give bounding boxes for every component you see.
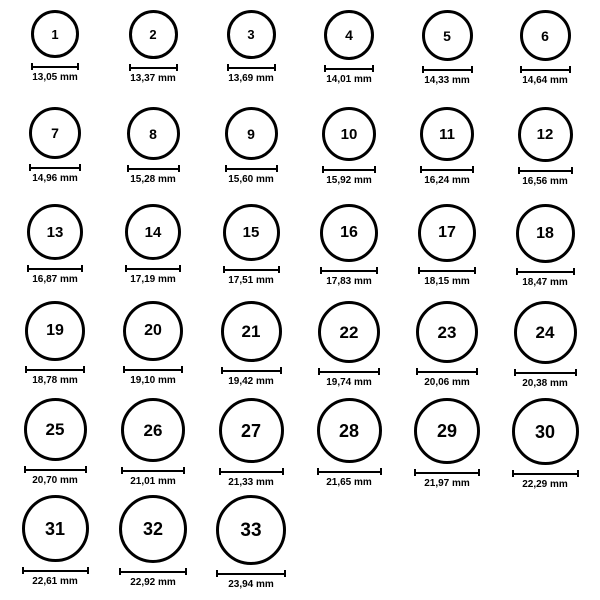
dimension-caliper-icon: [25, 366, 85, 373]
ring-size-cell[interactable]: [104, 495, 202, 592]
dimension-caliper-icon: [324, 65, 374, 72]
dimension-caliper-icon: [127, 165, 180, 172]
ring-circle: [29, 107, 81, 159]
ring-circle: [518, 107, 573, 162]
ring-diameter-label: 18,78 mm: [32, 375, 78, 386]
ring-size-cell[interactable]: [104, 301, 202, 398]
ring-size-number: 5: [443, 27, 451, 44]
ring-diameter-label: 19,74 mm: [326, 377, 372, 388]
ring-size-cell[interactable]: [6, 107, 104, 204]
ring-size-number: 12: [536, 126, 554, 143]
ring-dimension: [221, 367, 282, 387]
ring-dimension: [318, 368, 380, 388]
ring-dimension: [223, 266, 280, 286]
ring-size-cell[interactable]: [202, 10, 300, 107]
ring-circle: [123, 301, 183, 361]
ring-dimension: [127, 165, 180, 185]
ring-size-cell[interactable]: [6, 10, 104, 107]
ring-size-number: 25: [45, 420, 65, 439]
ring-diameter-label: 23,94 mm: [228, 579, 274, 590]
ring-dimension: [121, 467, 185, 487]
ring-dimension: [520, 66, 571, 86]
ring-circle: [514, 301, 577, 364]
ring-circle: [320, 204, 378, 262]
ring-diameter-label: 13,69 mm: [228, 73, 274, 84]
dimension-caliper-icon: [22, 567, 89, 574]
ring-dimension: [225, 165, 278, 185]
dimension-caliper-icon: [119, 568, 187, 575]
ring-size-number: 19: [46, 322, 64, 339]
ring-size-cell[interactable]: [104, 204, 202, 301]
ring-circle: [418, 204, 476, 262]
dimension-caliper-icon: [123, 366, 183, 373]
ring-size-number: 24: [535, 323, 555, 342]
ring-circle: [318, 301, 380, 363]
ring-size-number: 27: [240, 420, 262, 441]
ring-size-number: 33: [240, 519, 262, 541]
ring-size-number: 18: [536, 224, 554, 242]
ring-dimension: [420, 166, 474, 186]
ring-diameter-label: 22,29 mm: [522, 479, 568, 490]
ring-size-cell[interactable]: [496, 10, 594, 107]
ring-diameter-label: 22,92 mm: [130, 577, 176, 588]
ring-diameter-label: 22,61 mm: [32, 576, 78, 587]
dimension-caliper-icon: [125, 265, 181, 272]
ring-diameter-label: 21,33 mm: [228, 477, 274, 488]
ring-size-cell[interactable]: [398, 204, 496, 301]
ring-size-cell[interactable]: [6, 495, 104, 592]
ring-dimension: [514, 369, 577, 389]
dimension-caliper-icon: [129, 64, 178, 71]
ring-size-cell[interactable]: [104, 107, 202, 204]
ring-circle: [225, 107, 278, 160]
ring-size-cell[interactable]: [398, 398, 496, 495]
ring-size-number: 20: [144, 322, 162, 339]
ring-size-cell[interactable]: [6, 301, 104, 398]
ring-size-number: 28: [338, 420, 360, 441]
dimension-caliper-icon: [29, 164, 81, 171]
ring-dimension: [227, 64, 276, 84]
ring-circle: [416, 301, 478, 363]
ring-circle: [119, 495, 187, 563]
ring-dimension: [324, 65, 374, 85]
ring-dimension: [25, 366, 85, 386]
ring-diameter-label: 13,37 mm: [130, 73, 176, 84]
ring-diameter-label: 14,33 mm: [424, 75, 470, 86]
ring-circle: [322, 107, 376, 161]
dimension-caliper-icon: [520, 66, 571, 73]
ring-size-cell[interactable]: [300, 398, 398, 495]
dimension-caliper-icon: [422, 66, 473, 73]
ring-size-number: 14: [144, 223, 162, 241]
ring-dimension: [322, 166, 376, 186]
ring-size-number: 10: [340, 125, 358, 143]
ring-circle: [422, 10, 473, 61]
ring-size-number: 7: [51, 125, 59, 141]
ring-circle: [324, 10, 374, 60]
dimension-caliper-icon: [223, 266, 280, 273]
ring-dimension: [22, 567, 89, 587]
ring-dimension: [29, 164, 81, 184]
ring-diameter-label: 18,47 mm: [522, 277, 568, 288]
ring-circle: [219, 398, 284, 463]
ring-size-number: 13: [46, 223, 64, 241]
ring-diameter-label: 14,64 mm: [522, 75, 568, 86]
ring-circle: [216, 495, 286, 565]
ring-diameter-label: 21,65 mm: [326, 477, 372, 488]
ring-size-number: 8: [149, 125, 157, 142]
dimension-caliper-icon: [227, 64, 276, 71]
ring-size-cell[interactable]: [300, 10, 398, 107]
ring-diameter-label: 20,38 mm: [522, 378, 568, 389]
ring-dimension: [123, 366, 183, 386]
dimension-caliper-icon: [322, 166, 376, 173]
ring-circle: [221, 301, 282, 362]
ring-dimension: [125, 265, 181, 285]
ring-diameter-label: 19,42 mm: [228, 376, 274, 387]
ring-diameter-label: 15,92 mm: [326, 175, 372, 186]
ring-size-number: 32: [142, 519, 164, 539]
dimension-caliper-icon: [416, 368, 478, 375]
ring-size-number: 1: [51, 26, 59, 42]
dimension-caliper-icon: [27, 265, 83, 272]
ring-size-number: 16: [340, 224, 358, 241]
ring-size-number: 6: [541, 27, 549, 44]
dimension-caliper-icon: [418, 267, 476, 274]
dimension-caliper-icon: [221, 367, 282, 374]
dimension-caliper-icon: [514, 369, 577, 376]
dimension-caliper-icon: [320, 267, 378, 274]
dimension-caliper-icon: [516, 268, 575, 275]
ring-circle: [414, 398, 480, 464]
ring-circle: [24, 398, 87, 461]
ring-diameter-label: 14,96 mm: [32, 173, 78, 184]
ring-size-cell[interactable]: [398, 10, 496, 107]
ring-size-cell[interactable]: [202, 204, 300, 301]
ring-circle: [25, 301, 85, 361]
ring-diameter-label: 17,51 mm: [228, 275, 274, 286]
ring-diameter-label: 14,01 mm: [326, 74, 372, 85]
ring-dimension: [317, 468, 382, 488]
ring-dimension: [414, 469, 480, 489]
dimension-caliper-icon: [24, 466, 87, 473]
ring-dimension: [512, 470, 579, 490]
ring-size-number: 30: [534, 421, 556, 442]
ring-size-cell[interactable]: [300, 107, 398, 204]
dimension-caliper-icon: [512, 470, 579, 477]
ring-size-cell[interactable]: [300, 301, 398, 398]
ring-dimension: [418, 267, 476, 287]
ring-size-cell[interactable]: [202, 301, 300, 398]
ring-dimension: [216, 570, 286, 590]
dimension-caliper-icon: [121, 467, 185, 474]
ring-dimension: [416, 368, 478, 388]
ring-circle: [27, 204, 83, 260]
ring-size-cell[interactable]: [398, 301, 496, 398]
ring-diameter-label: 16,56 mm: [522, 176, 568, 187]
ring-size-number: 2: [149, 27, 157, 42]
ring-size-grid: [6, 10, 594, 592]
ring-diameter-label: 18,15 mm: [424, 276, 470, 287]
ring-dimension: [129, 64, 178, 84]
ring-size-number: 15: [242, 224, 260, 241]
ring-diameter-label: 20,06 mm: [424, 377, 470, 388]
ring-diameter-label: 13,05 mm: [32, 72, 78, 83]
ring-size-cell[interactable]: [202, 107, 300, 204]
ring-size-number: 22: [339, 322, 359, 342]
ring-circle: [516, 204, 575, 263]
ring-dimension: [219, 468, 284, 488]
ring-size-cell[interactable]: [300, 204, 398, 301]
ring-dimension: [31, 63, 79, 83]
dimension-caliper-icon: [414, 469, 480, 476]
dimension-caliper-icon: [420, 166, 474, 173]
dimension-caliper-icon: [518, 167, 573, 174]
dimension-caliper-icon: [219, 468, 284, 475]
ring-size-cell[interactable]: [6, 398, 104, 495]
ring-size-number: 29: [436, 421, 458, 441]
ring-size-number: 9: [247, 125, 255, 142]
ring-diameter-label: 21,97 mm: [424, 478, 470, 489]
ring-size-cell[interactable]: [104, 398, 202, 495]
ring-diameter-label: 21,01 mm: [130, 476, 176, 487]
ring-diameter-label: 17,19 mm: [130, 274, 176, 285]
ring-size-cell[interactable]: [496, 398, 594, 495]
ring-size-cell[interactable]: [496, 204, 594, 301]
ring-circle: [121, 398, 185, 462]
dimension-caliper-icon: [216, 570, 286, 577]
ring-diameter-label: 15,60 mm: [228, 174, 274, 185]
ring-circle: [223, 204, 280, 261]
ring-size-cell[interactable]: [398, 107, 496, 204]
ring-diameter-label: 17,83 mm: [326, 276, 372, 287]
ring-circle: [31, 10, 79, 58]
ring-circle: [512, 398, 579, 465]
ring-dimension: [518, 167, 573, 187]
ring-diameter-label: 16,87 mm: [32, 274, 78, 285]
ring-size-number: 31: [44, 518, 66, 539]
dimension-caliper-icon: [317, 468, 382, 475]
ring-size-number: 3: [247, 27, 255, 42]
ring-circle: [520, 10, 571, 61]
ring-size-number: 23: [437, 322, 457, 342]
ring-size-cell[interactable]: [496, 107, 594, 204]
ring-size-number: 26: [143, 420, 163, 440]
ring-circle: [125, 204, 181, 260]
dimension-caliper-icon: [318, 368, 380, 375]
ring-circle: [317, 398, 382, 463]
ring-size-cell[interactable]: [6, 204, 104, 301]
ring-size-cell[interactable]: [202, 495, 300, 592]
ring-size-number: 4: [345, 27, 353, 43]
ring-circle: [129, 10, 178, 59]
ring-circle: [127, 107, 180, 160]
ring-dimension: [27, 265, 83, 285]
ring-size-cell[interactable]: [496, 301, 594, 398]
ring-diameter-label: 16,24 mm: [424, 175, 470, 186]
ring-size-number: 11: [439, 125, 455, 143]
ring-size-cell[interactable]: [104, 10, 202, 107]
ring-dimension: [422, 66, 473, 86]
ring-diameter-label: 15,28 mm: [130, 174, 176, 185]
ring-diameter-label: 20,70 mm: [32, 475, 78, 486]
ring-size-number: 17: [438, 224, 456, 241]
ring-circle: [227, 10, 276, 59]
ring-diameter-label: 19,10 mm: [130, 375, 176, 386]
ring-dimension: [119, 568, 187, 588]
ring-circle: [22, 495, 89, 562]
ring-size-number: 21: [241, 322, 261, 341]
dimension-caliper-icon: [31, 63, 79, 70]
ring-dimension: [320, 267, 378, 287]
dimension-caliper-icon: [225, 165, 278, 172]
ring-dimension: [516, 268, 575, 288]
ring-size-cell[interactable]: [202, 398, 300, 495]
ring-dimension: [24, 466, 87, 486]
ring-circle: [420, 107, 474, 161]
